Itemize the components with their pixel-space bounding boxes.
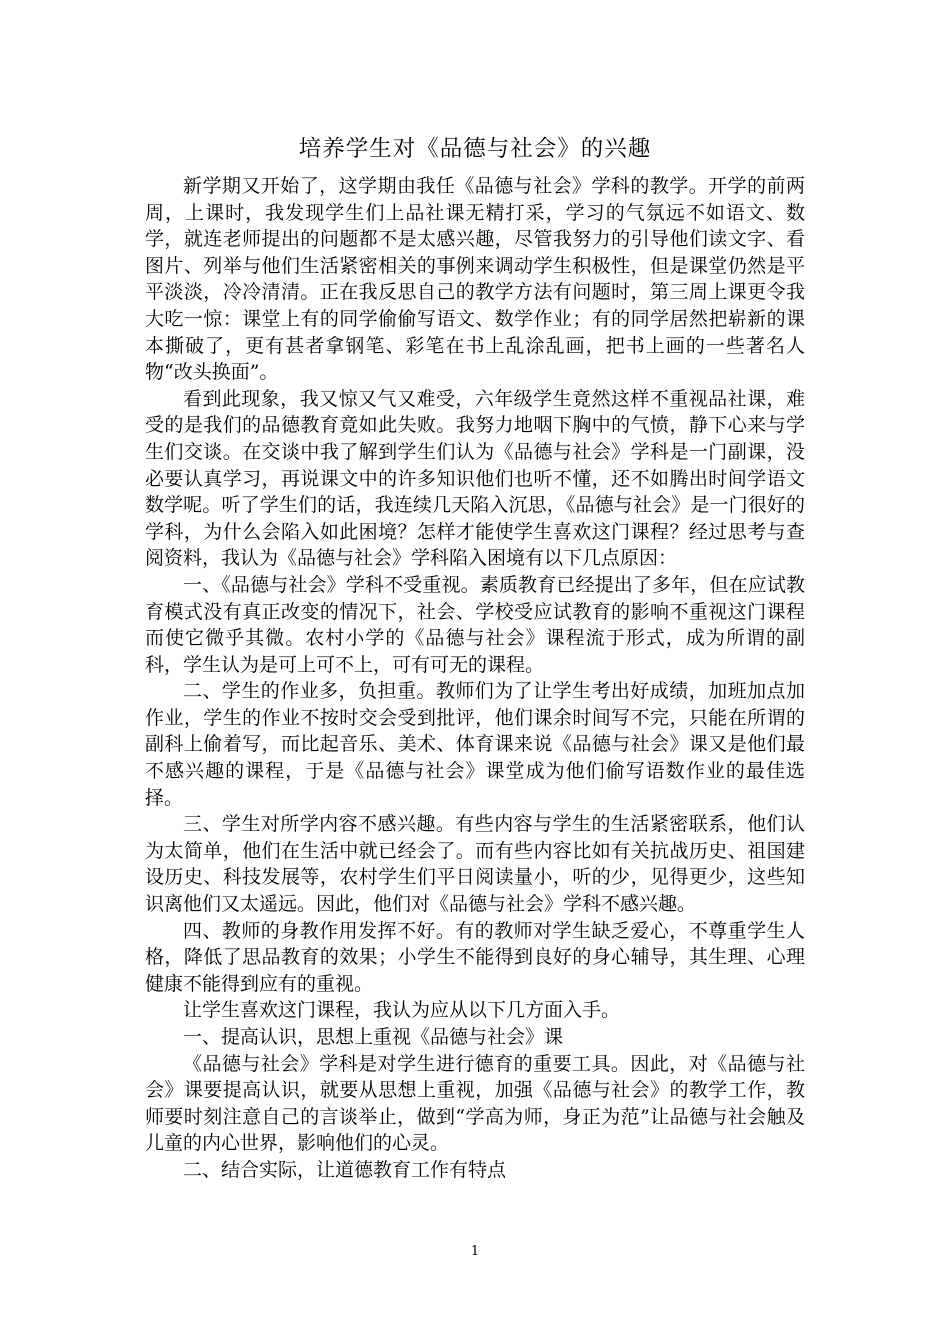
paragraph: 二、学生的作业多，负担重。教师们为了让学生考出好成绩，加班加点加作业，学生的作业不按时交会受到批评，他们课余时间写不完，只能在所谓的副科上偷着写，而比起音乐、美术、体育课来说《品德与社会》课又是他们最不感兴趣的课程，于是《品德与社会》课堂成为他们偷写语数作业的最佳选择。 bbox=[145, 680, 805, 809]
section-heading: 二、结合实际，让道德教育工作有特点 bbox=[183, 1158, 507, 1181]
paragraph: 四、教师的身教作用发挥不好。有的教师对学生缺乏爱心，不尊重学生人格，降低了思品教育的效果；小学生不能得到良好的身心辅导，其生理、心理健康不能得到应有的重视。 bbox=[145, 919, 805, 995]
paragraph: 三、学生对所学内容不感兴趣。有些内容与学生的生活紧密联系，他们认为太简单，他们在生活中就已经会了。而有些内容比如有关抗战历史、祖国建设历史、科技发展等，农村学生们平日阅读量小，听的少，见得更少，这些知识离他们又太遥远。因此，他们对《品德与社会》学科不感兴趣。 bbox=[145, 813, 805, 916]
document-title: 培养学生对《品德与社会》的兴趣 bbox=[298, 136, 652, 162]
paragraph: 新学期又开始了，这学期由我任《品德与社会》学科的教学。开学的前两周，上课时，我发现学生们上品社课无精打采，学习的气氛远不如语文、数学，就连老师提出的问题都不是太感兴趣，尽管我努力的引导他们读文字、看图片、列举与他们生活紧密相关的事例来调动学生积极性，但是课堂仍然是平平淡淡，冷冷清清。正在我反思自己的教学方法有问题时，第三周上课更令我大吃一惊：课堂上有的同学偷偷写语文、数学作业；有的同学居然把崭新的课本撕破了，更有甚者拿钢笔、彩笔在书上乱涂乱画，把书上画的一些著名人物“改头换面”。 bbox=[145, 175, 805, 384]
paragraph: 《品德与社会》学科是对学生进行德育的重要工具。因此，对《品德与社会》课要提高认识，就要从思想上重视，加强《品德与社会》的教学工作，教师要时刻注意自己的言谈举止，做到“学高为师，身正为范”让品德与社会触及儿童的内心世界，影响他们的心灵。 bbox=[145, 1052, 805, 1155]
paragraph: 让学生喜欢这门课程，我认为应从以下几方面入手。 bbox=[183, 999, 621, 1022]
document-body bbox=[145, 173, 805, 1184]
section-heading: 一、提高认识，思想上重视《品德与社会》课 bbox=[183, 1026, 564, 1048]
paragraph: 看到此现象，我又惊又气又难受，六年级学生竟然这样不重视品社课，难受的是我们的品德教育竟如此失败。我努力地咽下胸中的气愤，静下心来与学生们交谈。在交谈中我了解到学生们认为《品德与社会》学科是一门副课，没必要认真学习，再说课文中的许多知识他们也听不懂，还不如腾出时间学语文数学呢。听了学生们的话，我连续几天陷入沉思，《品德与社会》是一门很好的学科，为什么会陷入如此困境？怎样才能使学生喜欢这门课程？经过思考与查阅资料，我认为《品德与社会》学科陷入困境有以下几点原因： bbox=[145, 387, 805, 570]
page-number: 1 bbox=[470, 1244, 480, 1259]
paragraph: 一、《品德与社会》学科不受重视。素质教育已经提出了多年，但在应试教育模式没有真正改变的情况下，社会、学校受应试教育的影响不重视这门课程而使它微乎其微。农村小学的《品德与社会》课程流于形式，成为所谓的副科，学生认为是可上可不上，可有可无的课程。 bbox=[145, 573, 805, 676]
